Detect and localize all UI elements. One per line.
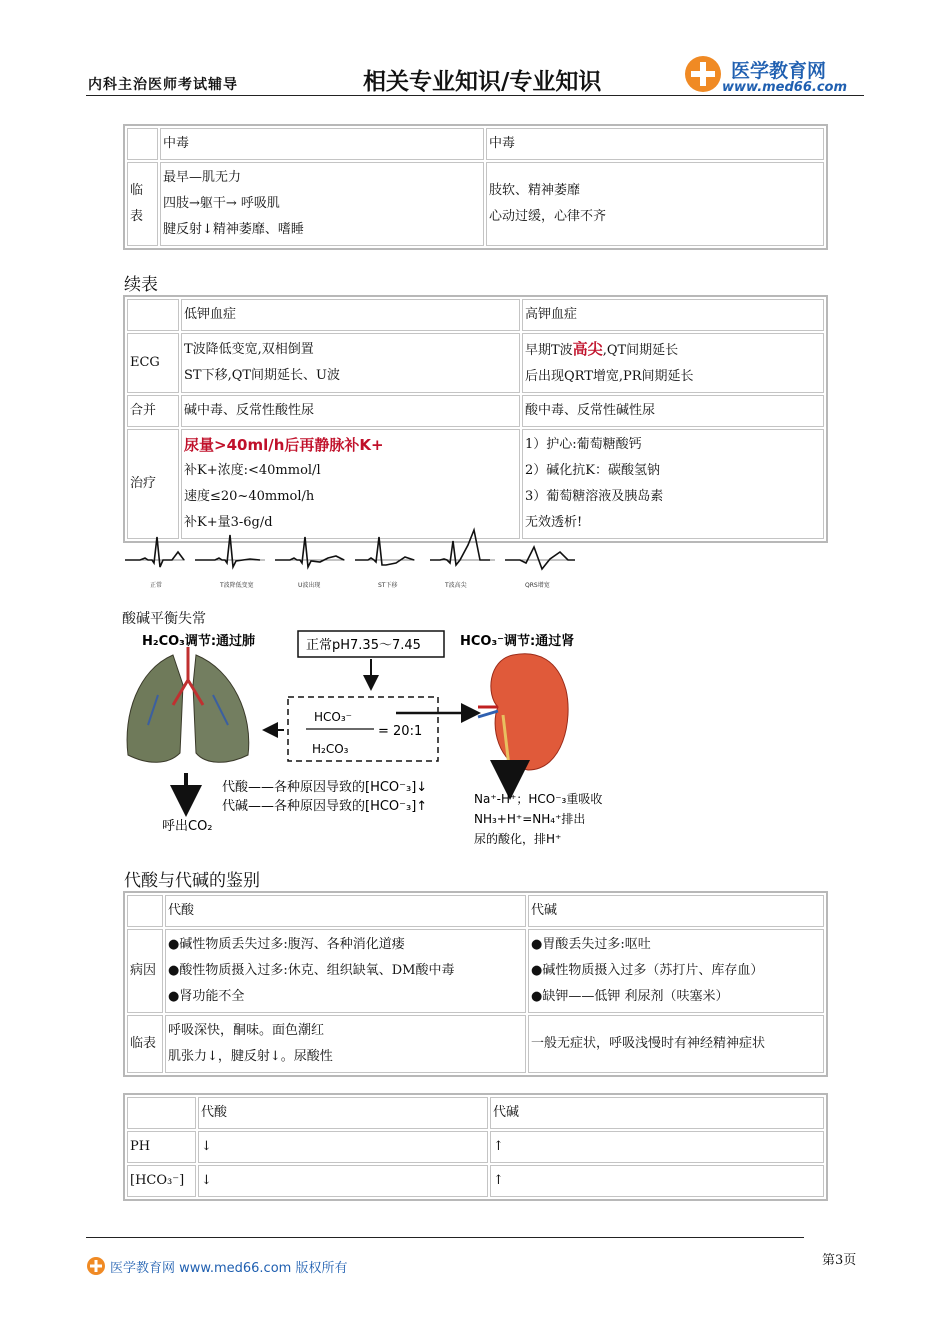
cell-line: 最早—肌无力	[163, 170, 242, 185]
logo-name: 医学教育网	[731, 60, 827, 82]
row-label: PH	[127, 1131, 196, 1163]
cell-line: 心动过缓，心律不齐	[489, 209, 607, 224]
table-acid-alkali	[123, 891, 828, 1077]
cell-line: 后出现QRT增宽,PR间期延长	[525, 369, 694, 384]
table-cell	[486, 162, 824, 246]
acid-base-diagram	[118, 625, 618, 855]
cell-line: 腱反射↓精神萎靡、嗜睡	[163, 222, 304, 237]
header-course: 内科主治医师考试辅导	[88, 77, 238, 93]
cell-line: ●胃酸丢失过多:呕吐	[531, 937, 651, 952]
metabolic-acidosis-text: 代酸——各种原因导致的[HCO⁻₃]↓	[222, 780, 428, 795]
cell-line: 肢软、精神萎靡	[489, 183, 581, 198]
cell-line: 补K+量3-6g/d	[184, 515, 273, 530]
ecg-label: U波出现	[298, 582, 321, 589]
cell-line: 呼吸深快，酮味。面色潮红	[168, 1023, 325, 1038]
cell-line: T波降低变宽,双相倒置	[184, 342, 314, 357]
cell-text: ,QT间期延长	[602, 343, 679, 358]
table-cell: ↓	[198, 1131, 488, 1163]
cell-line: 肌张力↓，腱反射↓。尿酸性	[168, 1049, 333, 1064]
table-cell: ↑	[490, 1165, 824, 1197]
table-cell	[165, 1015, 526, 1073]
cell-line: 四肢→躯干→ 呼吸肌	[163, 196, 280, 211]
cell-line: ●酸性物质摄入过多:休克、组织缺氧、DM酸中毒	[168, 963, 455, 978]
ecg-label: QRS增宽	[525, 582, 550, 589]
table-header-left: 中毒	[160, 128, 484, 160]
lungs-illustration	[127, 647, 249, 762]
cell-line: 2）碱化抗K：碳酸氢钠	[525, 463, 660, 478]
table-header-left: 低钾血症	[181, 299, 520, 331]
table-cell	[181, 429, 520, 539]
page-title: 相关专业知识/专业知识	[363, 69, 602, 95]
table-cell	[127, 895, 163, 927]
table-cell	[127, 128, 158, 160]
table-ph	[123, 1093, 828, 1201]
page-number: 第3页	[822, 1253, 857, 1268]
table-header-right: 中毒	[486, 128, 824, 160]
row-label: [HCO₃⁻]	[127, 1165, 196, 1197]
table-cell	[127, 299, 179, 331]
cell-line: ●碱性物质摄入过多（苏打片、库存血）	[531, 963, 764, 978]
kidney-label: HCO₃⁻调节:通过肾	[460, 634, 575, 649]
table-cell: ↓	[198, 1165, 488, 1197]
ratio-value: = 20:1	[378, 724, 423, 739]
cell-line: 速度≤20~40mmol/h	[184, 489, 315, 504]
ecg-trace-wide-qrs	[505, 547, 575, 569]
table-cell	[160, 162, 484, 246]
kidney-text: NH₃+H⁺=NH₄⁺排出	[474, 812, 586, 826]
ecg-trace-st-depression	[355, 537, 415, 565]
row-label: 病因	[127, 929, 163, 1013]
section-diff: 代酸与代碱的鉴别	[124, 871, 260, 891]
logo-icon	[683, 54, 723, 94]
row-label: ECG	[127, 333, 179, 393]
table-poisoning	[123, 124, 828, 250]
highlight-text: 尿量>40ml/h后再静脉补K+	[184, 436, 384, 454]
cell-line	[525, 336, 821, 364]
table-cell	[165, 929, 526, 1013]
table-header-left: 代酸	[165, 895, 526, 927]
row-label: 临表	[127, 1015, 163, 1073]
cell-line: 1）护心:葡萄糖酸钙	[525, 437, 642, 452]
ecg-label: ST下移	[378, 582, 398, 589]
footer-copyright: 医学教育网 www.med66.com 版权所有	[110, 1261, 348, 1276]
table-header-right: 高钾血症	[522, 299, 824, 331]
table-cell: 碱中毒、反常性酸性尿	[181, 395, 520, 427]
table-cell	[181, 333, 520, 393]
ratio-denominator: H₂CO₃	[312, 742, 349, 756]
ecg-trace-peaked-t	[430, 530, 495, 565]
table-header-left: 代酸	[198, 1097, 488, 1129]
cell-line: 补K+浓度:<40mmol/l	[184, 463, 321, 478]
ecg-trace-flat-t	[195, 535, 265, 567]
section-acid-base: 酸碱平衡失常	[122, 611, 206, 627]
cell-line: 3）葡萄糖溶液及胰岛素	[525, 489, 664, 504]
table-header-right: 代碱	[490, 1097, 824, 1129]
row-label: 合并	[127, 395, 179, 427]
table-cell: 一般无症状，呼吸浅慢时有神经精神症状	[528, 1015, 824, 1073]
kidney-text: 尿的酸化，排H⁺	[474, 832, 562, 846]
lung-label: H₂CO₃调节:通过肺	[142, 634, 256, 649]
table-cell: ↑	[490, 1131, 824, 1163]
ecg-strip	[120, 525, 580, 595]
cell-line: ●碱性物质丢失过多:腹泻、各种消化道瘘	[168, 937, 405, 952]
normal-ph-text: 正常pH7.35～7.45	[306, 638, 421, 653]
ecg-label: T波高尖	[445, 582, 467, 589]
section-continued: 续表	[124, 275, 158, 295]
footer-logo-icon	[86, 1256, 106, 1276]
cell-line: ●缺钾——低钾 利尿剂（呋塞米）	[531, 989, 729, 1004]
exhale-text: 呼出CO₂	[162, 819, 213, 834]
table-cell	[522, 333, 824, 393]
row-label: 临表	[127, 162, 158, 246]
cell-text: 早期T波	[525, 343, 573, 358]
table-cell	[522, 429, 824, 539]
table-header-right: 代碱	[528, 895, 824, 927]
footer-divider	[86, 1237, 804, 1238]
highlight-text: 高尖	[572, 340, 603, 358]
metabolic-alkalosis-text: 代碱——各种原因导致的[HCO⁻₃]↑	[222, 799, 428, 814]
ecg-label: 正常	[150, 582, 163, 589]
table-cell	[127, 1097, 196, 1129]
cell-line: ST下移,QT间期延长、U波	[184, 368, 340, 383]
ecg-trace-u-wave	[275, 537, 345, 567]
kidney-text: Na⁺-H⁺；HCO⁻₃重吸收	[474, 792, 603, 806]
row-label: 治疗	[127, 429, 179, 539]
ecg-trace-normal	[125, 537, 185, 567]
cell-line: 无效透析!	[525, 515, 583, 530]
table-cell: 酸中毒、反常性碱性尿	[522, 395, 824, 427]
table-cell	[528, 929, 824, 1013]
ratio-numerator: HCO₃⁻	[314, 710, 352, 724]
header-divider	[86, 95, 864, 96]
ecg-label: T波降低变宽	[220, 582, 254, 589]
table-potassium	[123, 295, 828, 543]
logo-url: www.med66.com	[722, 80, 848, 95]
cell-line: ●肾功能不全	[168, 989, 245, 1004]
kidney-illustration	[478, 654, 568, 775]
